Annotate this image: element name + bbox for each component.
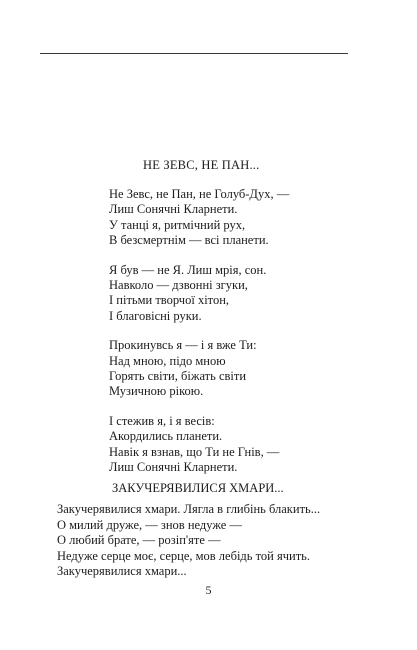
page-number: 5 bbox=[205, 583, 212, 597]
poem-line: І стежив я, і я весів: bbox=[109, 413, 215, 428]
poem-ne-zevs bbox=[109, 158, 369, 490]
stanza-2 bbox=[109, 263, 369, 325]
poem-line: Лиш Сонячні Кларнети. bbox=[109, 202, 238, 217]
poem-line: Над мною, підо мною bbox=[109, 353, 226, 368]
poem-line: О любий брате, — розіп'яте — bbox=[57, 533, 221, 548]
poem-line: І пітьми творчої хітон, bbox=[109, 293, 230, 308]
stanza-4 bbox=[109, 414, 369, 476]
poem-zakucheriavylysia-khmary bbox=[57, 502, 320, 580]
poem-line: Не Зевс, не Пан, не Голуб-Дух, — bbox=[109, 187, 290, 201]
poem-line: Недуже серце моє, серце, мов лебідь той ячить. bbox=[57, 548, 310, 563]
poem-line: Горять світи, біжать світи bbox=[109, 369, 247, 384]
poem-line: Навік я взнав, що Ти не Гнів, — bbox=[109, 444, 280, 459]
poem-line: У танці я, ритмічний рух, bbox=[109, 217, 246, 232]
poem-line: Лиш Сонячні Кларнети. bbox=[109, 460, 238, 475]
poem-title: ЗАКУЧЕРЯВИЛИСЯ ХМАРИ... bbox=[112, 481, 284, 495]
stanza-3 bbox=[109, 338, 369, 400]
poem-title: НЕ ЗЕВС, НЕ ПАН... bbox=[143, 158, 260, 172]
poem-line: Я був — не Я. Лиш мрія, сон. bbox=[109, 262, 267, 277]
poem-line: Навколо — дзвонні згуки, bbox=[109, 278, 248, 293]
poem-line: Закучерявилися хмари... bbox=[57, 564, 187, 579]
poem-line: О милий друже, — знов недуже — bbox=[57, 517, 242, 532]
header-rule bbox=[40, 53, 348, 54]
poem-line: І благовісні руки. bbox=[109, 308, 202, 323]
poem-line: Акордились планети. bbox=[109, 429, 223, 444]
poem-line: В безсмертнім — всі планети. bbox=[109, 233, 269, 248]
stanza-1 bbox=[109, 187, 369, 249]
poem-line: Прокинувсь я — і я вже Ти: bbox=[109, 338, 257, 353]
poem-line: Музичною рікою. bbox=[109, 384, 204, 399]
poem-line: Закучерявилися хмари. Лягла в глибінь блакить... bbox=[57, 502, 321, 516]
